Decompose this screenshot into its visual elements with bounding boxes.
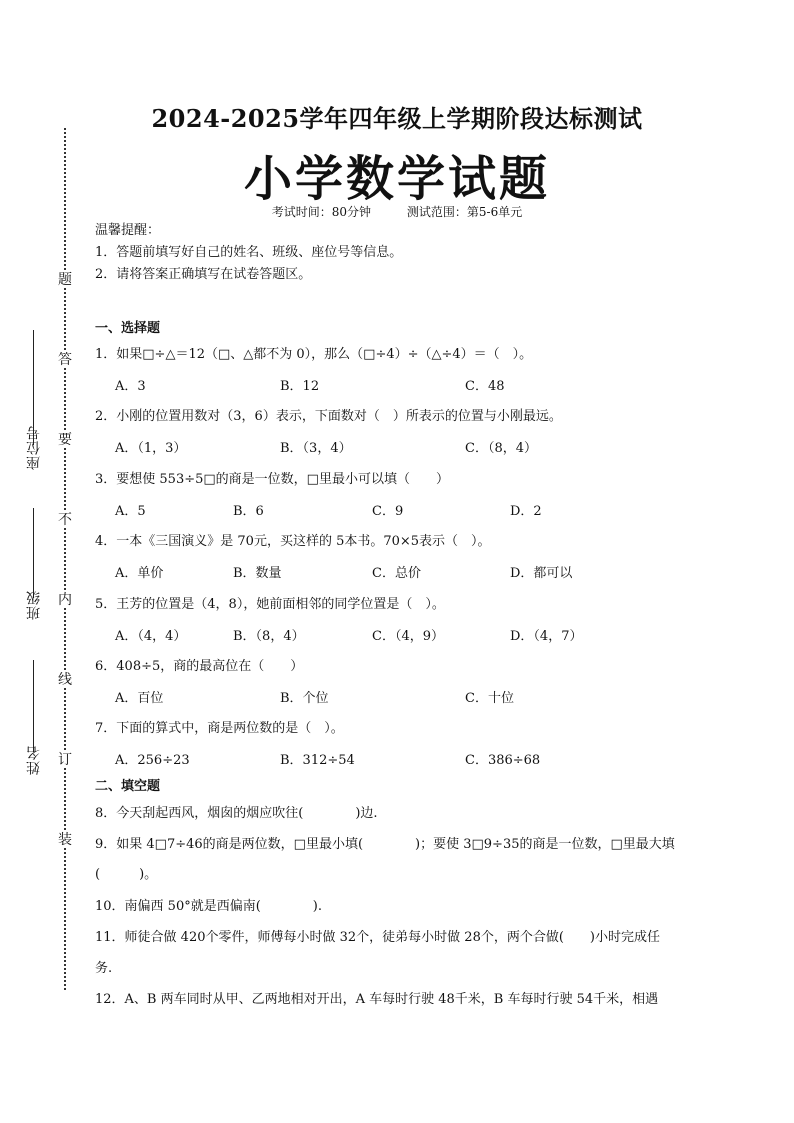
- question-1: 1．如果□÷△＝12（□、△都不为 0），那么（□÷4）÷（△÷4）＝（ ）。: [95, 347, 533, 362]
- option[interactable]: A．单价: [115, 566, 164, 581]
- question-9: 9．如果 4□7÷46的商是两位数，□里最小填( )；要使 3□9÷35的商是一位数，□里最大填: [95, 837, 675, 852]
- option[interactable]: C．（4，9）: [372, 629, 444, 644]
- option[interactable]: C．（8，4）: [465, 441, 537, 456]
- option[interactable]: A．5: [115, 504, 146, 519]
- option[interactable]: A．256÷23: [115, 753, 190, 768]
- tip-item: 1．答题前填写好自己的姓名、班级、座位号等信息。: [95, 245, 403, 260]
- exam-meta: [0, 203, 794, 220]
- option[interactable]: C．386÷68: [465, 753, 541, 768]
- question-4: 4．一本《三国演义》是 70元，买这样的 5本书。70×5表示（ ）。: [95, 534, 491, 549]
- binding-char: 不: [58, 512, 72, 528]
- question-2: 2．小刚的位置用数对（3，6）表示，下面数对（ ）所表示的位置与小刚最远。: [95, 409, 562, 424]
- binding-dotted-line: [64, 128, 66, 990]
- binding-char: 线: [58, 672, 72, 688]
- option[interactable]: D．2: [510, 504, 542, 519]
- option[interactable]: A．（1，3）: [115, 441, 187, 456]
- main-title: 小学数学试题: [243, 151, 550, 207]
- option[interactable]: B．（8，4）: [233, 629, 305, 644]
- tips: [95, 220, 715, 286]
- exam-scope: 测试范围：第5-6单元: [406, 205, 523, 219]
- question-6: 6．408÷5，商的最高位在（ ）: [95, 659, 304, 674]
- option[interactable]: C．9: [372, 504, 404, 519]
- tip-item: 2．请将答案正确填写在试卷答题区。: [95, 267, 312, 282]
- section-heading-choice: 一、选择题: [95, 321, 161, 336]
- name-line[interactable]: [33, 660, 34, 752]
- option[interactable]: A．百位: [115, 691, 164, 706]
- option[interactable]: B．312÷54: [280, 753, 355, 768]
- name-label: 姓名: [26, 745, 42, 775]
- binding-char: 内: [58, 592, 72, 608]
- question-12: 12．A、B 两车同时从甲、乙两地相对开出，A 车每时行驶 48千米，B 车每时行驶 54千米，相遇: [95, 992, 659, 1007]
- binding-char: 要: [58, 432, 72, 448]
- option[interactable]: A．（4，4）: [115, 629, 187, 644]
- exam-title: 2024-2025学年四年级上学期阶段达标测试: [151, 104, 643, 133]
- class-label: 班级: [26, 590, 42, 620]
- option[interactable]: D．（4，7）: [510, 629, 583, 644]
- question-8: 8．今天刮起西风，烟囱的烟应吹往( )边.: [95, 806, 378, 821]
- option[interactable]: C．十位: [465, 691, 514, 706]
- question-11-continued: 务.: [95, 961, 113, 976]
- option[interactable]: C．48: [465, 379, 505, 394]
- option[interactable]: B．数量: [233, 566, 282, 581]
- question-3: 3．要想使 553÷5□的商是一位数，□里最小可以填（ ）: [95, 472, 449, 487]
- section-heading-fill: 二、填空题: [95, 779, 161, 794]
- tips-heading: 温馨提醒：: [95, 223, 161, 238]
- exam-time: 考试时间：80分钟: [271, 205, 372, 219]
- option[interactable]: D．都可以: [510, 566, 573, 581]
- binding-char: 装: [58, 832, 72, 848]
- option[interactable]: A．3: [115, 379, 146, 394]
- question-10: 10．南偏西 50°就是西偏南( ).: [95, 899, 322, 914]
- option[interactable]: B．个位: [280, 691, 329, 706]
- question-5: 5．王芳的位置是（4，8），她前面相邻的同学位置是（ ）。: [95, 597, 445, 612]
- option[interactable]: C．总价: [372, 566, 421, 581]
- binding-char: 订: [58, 752, 72, 768]
- binding-char: 题: [58, 272, 72, 288]
- question-9-continued: ( )。: [95, 867, 158, 882]
- seat-number-label: 座位号: [26, 425, 42, 470]
- question-11: 11．师徒合做 420个零件，师傅每小时做 32个，徒弟每小时做 28个，两个合做( )小时完成任: [95, 930, 660, 945]
- option[interactable]: B．（3，4）: [280, 441, 352, 456]
- question-7: 7．下面的算式中，商是两位数的是（ ）。: [95, 721, 344, 736]
- option[interactable]: B．12: [280, 379, 320, 394]
- option[interactable]: B．6: [233, 504, 264, 519]
- class-line[interactable]: [33, 508, 34, 598]
- binding-char: 答: [58, 352, 72, 368]
- exam-content: [95, 220, 715, 1007]
